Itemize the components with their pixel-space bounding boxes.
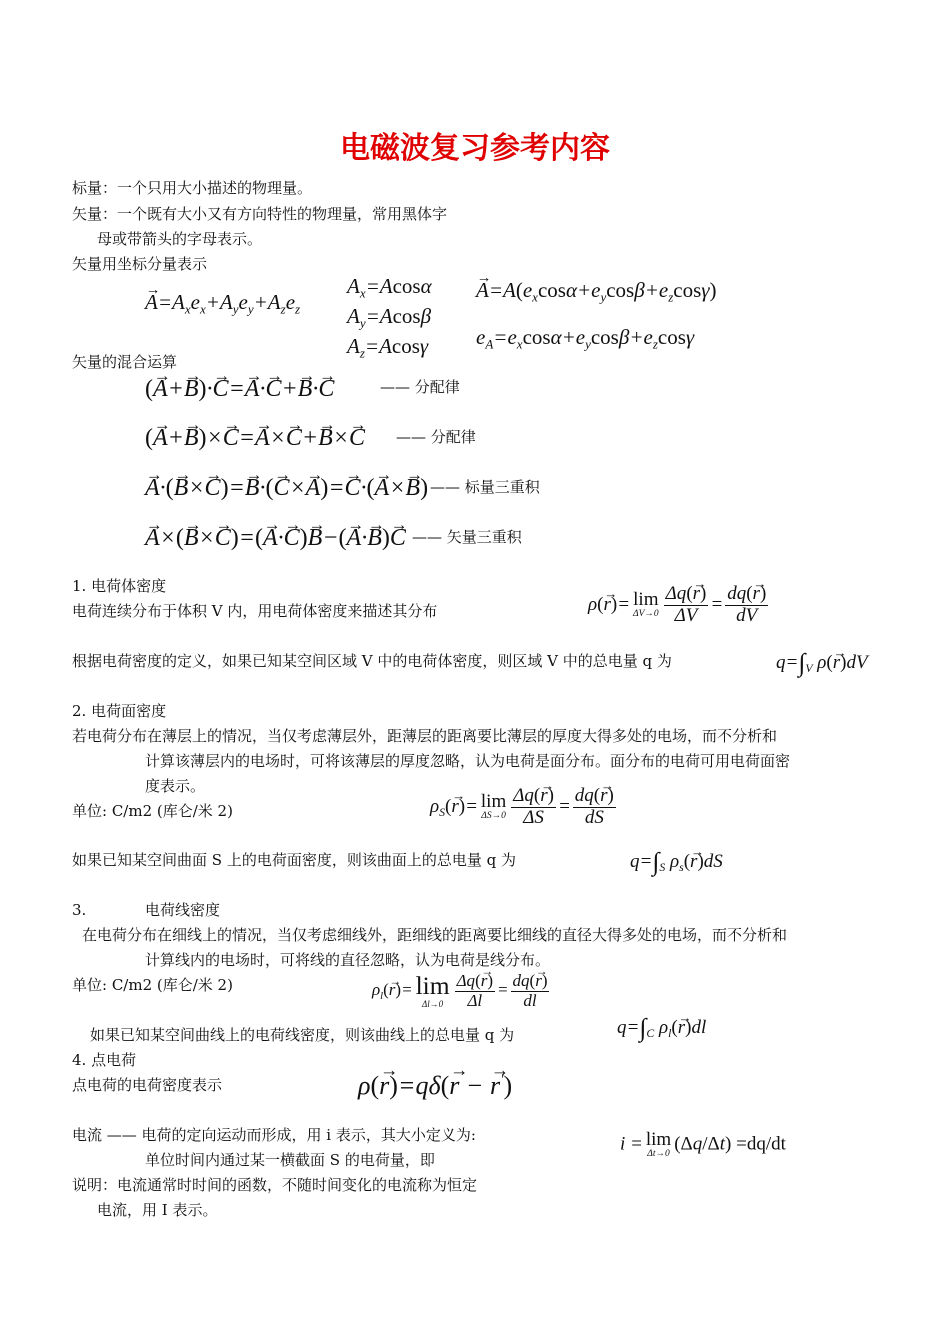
section1-heading: 1. 电荷体密度 xyxy=(72,577,167,595)
distributive-label-1: —— 分配律 xyxy=(380,378,460,396)
ay-equation: $A_y=Acos\beta$ xyxy=(347,304,432,331)
point-charge-density-equation: ρ(→ r)=qδ(→ r − → r') xyxy=(358,1070,512,1101)
vector-definition-line2: 母或带箭头的字母表示。 xyxy=(97,230,263,248)
current-equation: i = lim Δt→0 (Δq/Δt) =dq/dt xyxy=(620,1129,786,1159)
vector-component-equation: → $A=A_xe_x+A_ye_y+A_ze_z$ xyxy=(145,290,300,317)
unit-vector-equation: $e_A=e_x\cos\alpha+e_y\cos\beta+e_z\cos\gamma$ xyxy=(476,325,695,352)
volume-total-charge-equation: $q=\int_V$ ρ(→ r)dV xyxy=(776,648,868,679)
section3-total-text: 如果已知某空间曲线上的电荷线密度，则该曲线上的总电量 q 为 xyxy=(90,1026,515,1044)
scalar-triple-label: —— 标量三重积 xyxy=(430,478,540,496)
dot-distributive-equation: (→ A+→ B)·→ C=→ A·→ C+→ B·→ C xyxy=(145,375,334,404)
mixed-operations-heading: 矢量的混合运算 xyxy=(72,353,178,371)
distributive-label-2: —— 分配律 xyxy=(396,428,476,446)
volume-density-equation: ρ(→ r)= lim ΔV→0 $\frac{\Delta q(\to r)}{\Delta V}$ = $\frac{dq(\to r)}{dV}$ xyxy=(588,584,770,627)
section3-paragraph-line2: 计算线内的电场时，可将线的直径忽略，认为电荷是线分布。 xyxy=(145,951,551,969)
vector-direction-cosine-equation: → $A=A(e_x\cos\alpha+e_y\cos\beta+e_z\cos\gamma)$ xyxy=(476,278,717,305)
vector-triple-label: —— 矢量三重积 xyxy=(412,528,522,546)
section4-text: 点电荷的电荷密度表示 xyxy=(72,1076,223,1094)
section2-paragraph-line3: 度表示。 xyxy=(145,777,206,795)
vector-triple-product-equation: → A×(→ B×→ C)=(→ A·→ C)→ B−(→ A·→ B)→ C xyxy=(145,524,406,553)
section2-unit: 单位: C/m2 (库仑/米 2) xyxy=(72,802,233,820)
scalar-triple-product-equation: → A·(→ B×→ C)=→ B·(→ C×→ A)=→ C·(→ A×→ B) xyxy=(145,474,428,503)
section1-total-text: 根据电荷密度的定义，如果已知某空间区域 V 中的电荷体密度，则区域 V 中的总电量 q 为 xyxy=(72,652,672,670)
page-title: 电磁波复习参考内容 xyxy=(340,131,610,166)
current-note-line2: 电流，用 I 表示。 xyxy=(97,1201,218,1219)
vector-definition-line1: 矢量：一个既有大小又有方向特性的物理量，常用黑体字 xyxy=(72,205,448,223)
vector-components-heading: 矢量用坐标分量表示 xyxy=(72,255,208,273)
section3-number: 3. xyxy=(72,901,87,919)
current-definition-line2: 单位时间内通过某一横截面 S 的电荷量，即 xyxy=(145,1151,435,1169)
line-density-equation: $\rho_l(\to r)=$ lim Δl→0 $\frac{\Delta q(\to r)}{\Delta l}$ = $\frac{dq(\to r)}{dl}$ xyxy=(372,972,551,1010)
line-total-charge-equation: $q=\int_C$ $\rho_l(\to r)dl$ xyxy=(617,1013,706,1044)
section2-paragraph-line1: 若电荷分布在薄层上的情况，当仅考虑薄层外，距薄层的距离要比薄层的厚度大得多处的电场，而不分析和 xyxy=(72,727,778,745)
current-note-line1: 说明：电流通常时时间的函数，不随时间变化的电流称为恒定 xyxy=(72,1176,478,1194)
section3-heading: 电荷线密度 xyxy=(145,901,221,919)
surface-total-charge-equation: $q=\int_S$ $\rho_s(\to r)dS$ xyxy=(630,847,723,878)
section2-total-text: 如果已知某空间曲面 S 上的电荷面密度，则该曲面上的总电量 q 为 xyxy=(72,851,516,869)
cross-distributive-equation: (→ A+→ B)×→ C=→ A×→ C+→ B×→ C xyxy=(145,424,365,453)
section3-unit: 单位: C/m2 (库仑/米 2) xyxy=(72,976,233,994)
section2-heading: 2. 电荷面密度 xyxy=(72,702,167,720)
section1-text: 电荷连续分布于体积 V 内，用电荷体密度来描述其分布 xyxy=(72,602,438,620)
scalar-definition: 标量：一个只用大小描述的物理量。 xyxy=(72,179,313,197)
section3-paragraph-line1: 在电荷分布在细线上的情况，当仅考虑细线外，距细线的距离要比细线的直径大得多处的电场，而不分析和 xyxy=(82,926,788,944)
az-equation: $A_z=Acos\gamma$ xyxy=(347,334,429,361)
section2-paragraph-line2: 计算该薄层内的电场时，可将该薄层的厚度忽略，认为电荷是面分布。面分布的电荷可用电荷面密 xyxy=(145,752,791,770)
ax-equation: $A_x=Acos\alpha$ xyxy=(347,274,432,301)
surface-density-equation: $\rho_S(\to r)=$ lim ΔS→0 $\frac{\Delta q(\to r)}{\Delta S}$ = $\frac{dq(\to r)}{dS}$ xyxy=(430,786,618,829)
section4-heading: 4. 点电荷 xyxy=(72,1051,137,1069)
current-definition-line1: 电流 —— 电荷的定向运动而形成，用 i 表示，其大小定义为: xyxy=(72,1126,476,1144)
